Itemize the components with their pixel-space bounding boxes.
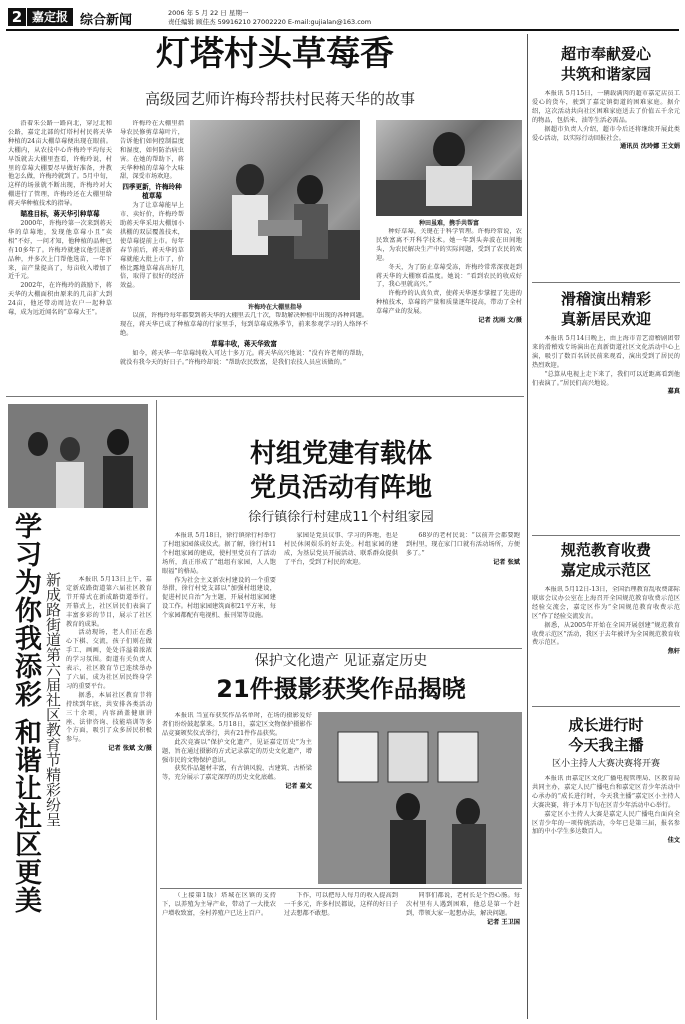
photo-figures <box>190 120 360 300</box>
sidebar-headline: 成长进行时 <box>568 716 644 734</box>
sidebar <box>532 34 680 1020</box>
paragraph: 沿着朱公路一路向北，穿过北和公路，嘉定北部的灯塔村村民蒋天华种植的24亩大棚草莓便出现在眼前。大棚内，从农技中心许梅玲平均每天早饭就去大棚里查看，许梅玲说，村里的草莓大棚要尽早做好准备，并教他怎么做，许梅玲就到了。5月中旬，这样的场景就不断出现，许梅玲对大棚进行了管理，许梅玲还在大棚里给蒋天华种植技术的指导。 <box>8 120 112 208</box>
sidebar-story <box>532 335 680 531</box>
byline: 记者 嘉文 <box>285 783 312 791</box>
strawberry-greenhouse-photo <box>190 120 360 300</box>
paragraph: 本报讯 5月18日，徐行镇徐行村举行了村组家园落成仪式。据了解，徐行村11个村组家园的建成，使村里党员有了活动场所，真正形成了“组组有家园，人人饱眼福”的格局。 <box>162 532 276 575</box>
article-column <box>284 892 398 1018</box>
paragraph: 作为社会主义新农村建设的一个重要举措，徐行村党支部以“加强村组建设，促进村民自治”为主题，开展村组家园建设工作。村组家园建筑面积21平方米，每个家园都配有电视机、报刊架等设施。 <box>162 576 276 620</box>
photo-caption: 种田虽难，携手共帮富 <box>418 220 479 227</box>
paragraph: 2002年，在许梅玲的鼓励下，蒋天华的大棚面积由原来的几亩扩大到24亩，他还带动周边农户一起种草莓，成为远近闻名的“草莓大王”。 <box>8 282 112 317</box>
editor-info: 责任编辑 顾佳杰 59916210 27002220 E-mail:gujialan@163.com <box>168 18 372 26</box>
article-column <box>406 892 520 1018</box>
photo-exhibition-photo <box>318 712 522 884</box>
byline: 记者 张斌 <box>493 558 520 566</box>
paragraph: 据超市负责人介绍，超市今后还将继续开展此类爱心活动，以实际行动回报社会。 <box>532 125 680 142</box>
sidebar-divider <box>532 706 680 707</box>
section-divider <box>6 396 524 397</box>
sidebar-story <box>532 90 680 278</box>
paragraph: 下作，可以把每人每月的收入提高到一千多元，许多村民都说，这样的好日子过去想都不敢想。 <box>284 892 398 917</box>
paragraph: 68岁的老村民说：“以前开会都要跑到村里，现在家门口就有活动场所，方便多了。” <box>406 532 520 557</box>
paragraph: 据悉，从2005年开始在全国开展创建“规范教育收费示范区”活动，我区于去年被评为全国规范教育收费示范区。 <box>532 621 680 647</box>
sidebar-story <box>532 586 680 702</box>
issue-date: 2006 年 5 月 22 日 星期一 <box>168 9 249 17</box>
article-column <box>376 228 522 388</box>
paragraph: 本报讯 5月14日晚上，由上海市青艺滑稽剧团带来的滑稽戏专场演出在真新街道社区文化活动中心上演，吸引了数百名居民前来观看，演出受到了居民的热烈欢迎。 <box>532 335 680 369</box>
byline: 通讯员 沈玲娜 王文娟 <box>620 143 680 151</box>
paragraph: （上接第1版）塔城在区镇的支持下，以养殖为主导产业，带动了一大批农户增收致富，全村养殖户已达上百户。 <box>162 892 276 917</box>
paragraph: 同事们都说，老村长是个热心肠。每次村里有人遇到困难，他总是第一个赶到，带领大家一起想办法，解决问题。 <box>406 892 520 917</box>
paragraph: 本报讯 5月15日，一辆载满肉的超市嘉定店员工爱心的货车，驶到了嘉定镇街道的困难家庭。据介绍，这次活动共向社区困难家庭送去了价值五千余元的物品，包括米、油等生活必需品。 <box>532 90 680 124</box>
paragraph: 种好草莓，关键在于科学管理。许梅玲常说，农民致富离不开科学技术。她一年到头奔波在田间地头，为农民解决生产中的实际问题，受到了农民的欢迎。 <box>376 228 522 262</box>
sidebar-headline: 嘉定成示范区 <box>560 561 651 579</box>
sidebar-headline: 规范教育收费 <box>560 541 651 559</box>
byline: 嘉真 <box>667 388 680 396</box>
column-divider <box>156 400 157 1020</box>
vertical-headline: 学习为你我添彩 和谐让社区更美 <box>10 512 41 915</box>
paragraph: 如今，蒋天华一年草莓纯收入可达十多万元。蒋天华高兴地说：“没有许老师的帮助，就没有我今天的好日子。”许梅玲却说：“帮助农民致富，是我们农技人员应该做的。” <box>120 349 368 366</box>
paper-name-logo: 嘉定报 <box>27 8 73 26</box>
sidebar-subheadline: 区小主持人大赛决赛将开赛 <box>551 759 660 769</box>
photo-figures <box>376 120 522 216</box>
sidebar-headline: 超市奉献爱心 <box>560 45 651 63</box>
fruit-display-photo <box>376 120 522 216</box>
children-classroom-photo <box>8 404 148 508</box>
paragraph: 本报讯 5月12日-13日，全国治理教育乱收费部际联席会议办公室在上海召开全国规范教育收费示范区经验交流会，嘉定区作为“全国规范教育收费示范区”作了经验交流发言。 <box>532 586 680 620</box>
paragraph: 本报讯 由嘉定区文化广播电视管理局、区教育局共同主办，嘉定人民广播电台和嘉定区青少年活动中心承办的“成长进行时，今天我主播”嘉定区小主持人大赛决赛，将于本月下旬在区青少年活动中心举行。 <box>532 775 680 809</box>
sidebar-headline: 真新居民欢迎 <box>560 310 651 328</box>
paragraph: 为了让草莓能早上市、卖好价，许梅玲帮助蒋天华采用大棚加小拱棚的双层覆盖技术，使草莓提前上市。每年春节前后，蒋天华的草莓就能大批上市了，价格比露地草莓高出好几倍，取得了很好的经济效益。 <box>120 202 184 290</box>
paragraph: 冬天，为了防止草莓受冻，许梅玲常常深夜赶到蒋天华的大棚察看温度。她说：“看到农民的收成好了，我心里就高兴。” <box>376 263 522 289</box>
sidebar-divider <box>532 535 680 536</box>
paragraph: 据悉，本届社区教育节将持续到年底，共安排各类活动三十余项，内容涵盖健康讲座、法律咨询、技能培训等多个方面，吸引了众多居民积极参与。 <box>66 691 152 744</box>
section-subhead: 瞄准目标，蒋天华引种草莓 <box>20 210 100 219</box>
article-column <box>162 892 276 1018</box>
masthead <box>0 0 685 30</box>
paragraph: 活动现场，老人们正在悉心下棋、交流，孩子们则在做手工、画画，处处洋溢着浓浓的学习氛围。街道有关负责人表示，社区教育节已连续举办了六届，成为社区居民终身学习的重要平台。 <box>66 629 152 690</box>
article-column <box>120 312 368 388</box>
paragraph: “总算从电视上走下来了，我们可以近距离看到他们表演了。”居民们高兴地说。 <box>532 370 680 387</box>
article-title: 21件摄影获奖作品揭晓 <box>216 675 466 703</box>
section-subhead: 草莓丰收，蒋天华致富 <box>211 339 277 348</box>
paragraph: 以前，许梅玲每年都要到蒋天华的大棚里去几十次，帮助解决种植中出现的各种问题。现在，蒋天华已成了种植草莓的行家里手，每到草莓成熟季节，前来参观学习的人络绎不绝。 <box>120 312 368 337</box>
sidebar-story <box>532 775 680 971</box>
section-divider <box>160 648 522 649</box>
byline: 记者 张斌 文/摄 <box>108 745 152 753</box>
byline: 焦轩 <box>667 648 680 656</box>
paragraph: 本报讯 当宣布获奖作品名单时，在场的摄影爱好者们纷纷鼓起掌来。5月18日，嘉定区文物保护摄影作品竞赛颁奖仪式举行，共有21件作品获奖。 <box>162 712 312 737</box>
sidebar-headline: 共筑和谐家园 <box>560 65 651 83</box>
page-number-badge: 2 <box>8 8 26 26</box>
article-column <box>66 576 152 1016</box>
paragraph: 许梅玲的认真负责，使蒋天华逐步掌握了先进的种植技术，草莓的产量和质量逐年提高，带动了全村草莓产业的发展。 <box>376 290 522 316</box>
article-subtitle: 徐行镇徐行村建成11个村组家园 <box>248 510 434 525</box>
article-column <box>284 532 398 644</box>
article-column <box>8 120 112 388</box>
paragraph: 许梅玲在大棚里指导农民修剪草莓叶片，告诉他们如何控制温度和湿度，如何防治病虫害。在她的帮助下，蒋天华种植的草莓个大味甜，深受市场欢迎。 <box>120 120 184 181</box>
photo-figures <box>8 404 148 508</box>
header-rule <box>6 29 679 31</box>
sidebar-divider <box>532 282 680 283</box>
photo-caption: 许梅玲在大棚里指导 <box>247 304 302 311</box>
paragraph: 家园是党员议事、学习的阵地，也是村民休闲娱乐的好去处。村组家园的建成，为基层党员开展活动、联系群众提供了平台，受到了村民的欢迎。 <box>284 532 398 566</box>
article-title: 灯塔村头草莓香 <box>156 34 394 74</box>
section-title: 综合新闻 <box>80 13 133 28</box>
byline: 记者 沈雨 文/摄 <box>478 317 522 325</box>
column-divider <box>527 34 528 1019</box>
section-subhead: 四季更新，许梅玲种植草莓 <box>122 183 182 201</box>
paragraph: 2000年，许梅玲第一次来到蒋天华的草莓地，发现他草莓小且“卖相”不好，一问才知，他种植的品种已有10多年了。许梅玲就建议他引进新品种，并多次上门帮他选苗，一年下来，亩产量提高了，每亩收入增加了近千元。 <box>8 219 112 281</box>
paragraph: 获奖作品题材丰富，有古镇风貌、古建筑、古桥梁等，充分展示了嘉定深厚的历史文化底蕴。 <box>162 765 312 782</box>
paragraph: 此次竞赛以“保护文化遗产，见证嘉定历史”为主题，旨在通过摄影的方式记录嘉定的历史文化遗产，增强市民的文物保护意识。 <box>162 738 312 764</box>
byline: 佳文 <box>667 837 680 845</box>
photo-figures <box>318 712 522 884</box>
article-column <box>162 712 312 880</box>
sidebar-headline: 滑稽演出精彩 <box>560 290 651 308</box>
sidebar-headline: 今天我主播 <box>568 736 644 754</box>
article-title: 村组党建有载体 <box>249 439 432 469</box>
article-column <box>120 120 184 300</box>
byline: 记者 王卫国 <box>486 918 520 926</box>
article-subtitle: 高级园艺师许梅玲帮扶村民蒋天华的故事 <box>144 90 415 108</box>
section-divider <box>160 888 522 889</box>
paragraph: 本报讯 5月13日上午，嘉定新成路街道第六届社区教育节开幕式在新成路街道举行。开幕式上，社区居民们表演了丰富多彩的节目，展示了社区教育的成果。 <box>66 576 152 628</box>
paragraph: 嘉定区小主持人大赛是嘉定人民广播电台面向全区青少年的一项传统活动，今年已是第三届，报名参加的中小学生多达数百人。 <box>532 810 680 836</box>
article-column <box>162 532 276 644</box>
vertical-subheadline: 新成路街道第六届社区教育节精彩纷呈 <box>44 572 62 827</box>
article-title: 党员活动有阵地 <box>249 473 432 503</box>
article-column <box>406 532 520 644</box>
article-kicker: 保护文化遗产 见证嘉定历史 <box>254 653 428 669</box>
